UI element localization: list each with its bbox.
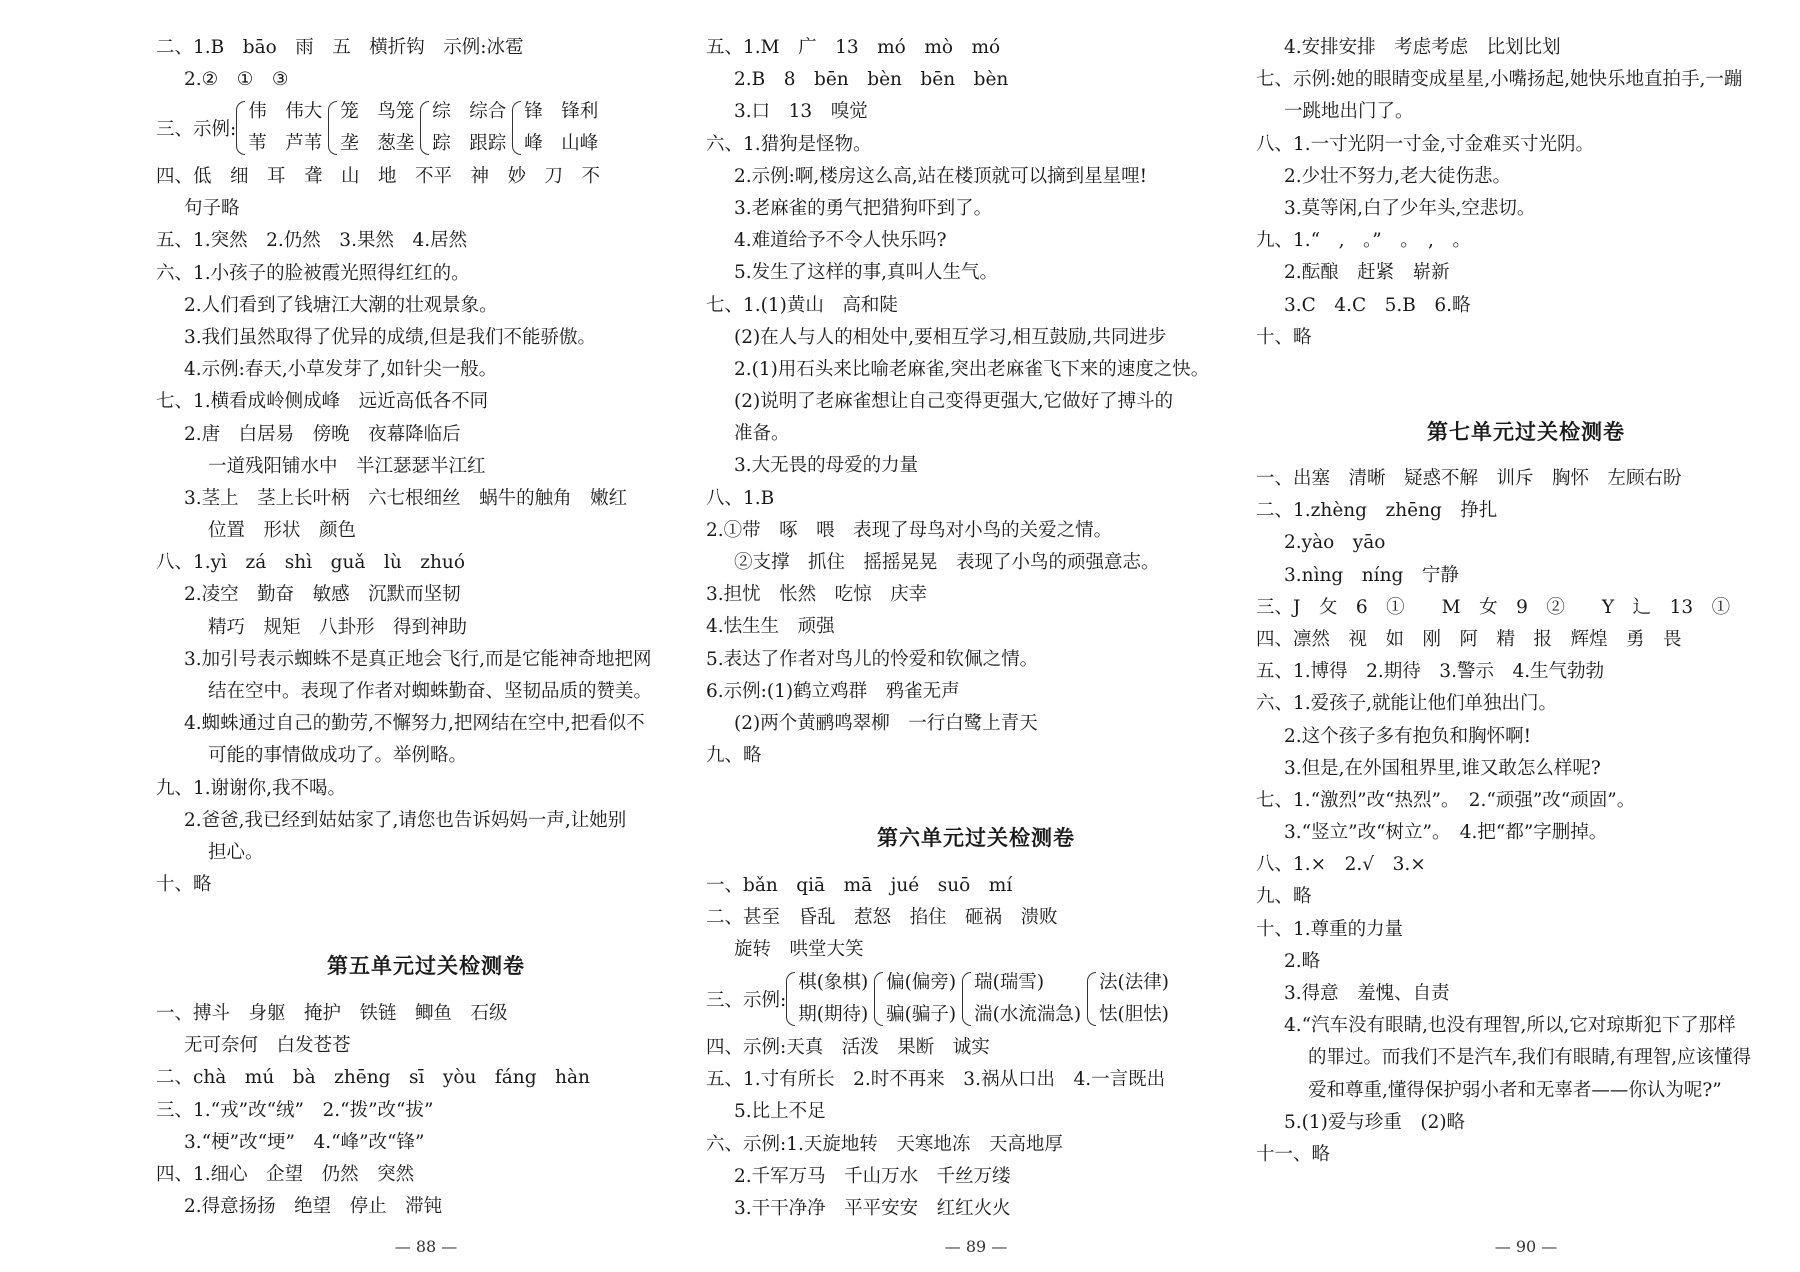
answer-line: 七、示例:她的眼睛变成星星,小嘴扬起,她快乐地直拍手,一蹦 <box>1256 69 1743 91</box>
section-heading: 第七单元过关检测卷 <box>1427 419 1625 444</box>
answer-line: 七、1.“激烈”改“热烈”。 2.“顽强”改“顽固”。 <box>1256 789 1636 811</box>
col1-heading-block <box>156 950 696 982</box>
answer-line: 三、1.“戎”改“绒” 2.“拨”改“拔” <box>156 1099 434 1121</box>
answer-line: 3.我们虽然取得了优异的成绩,但是我们不能骄傲。 <box>184 326 597 348</box>
char-pair-group <box>328 96 414 160</box>
answer-line: 二、1.zhèng zhēng 挣扎 <box>1256 500 1498 522</box>
answer-line: 2.B 8 bēn bèn bēn bèn <box>734 69 1009 91</box>
char-pair-group <box>1087 967 1169 1031</box>
answer-line: 3.“竖立”改“树立”。 4.把“都”字删掉。 <box>1284 822 1608 844</box>
char-pair-group <box>236 96 322 160</box>
answer-line: 八、1.yì zá shì guǎ lù zhuó <box>156 552 465 574</box>
section-prefix: 三、示例: <box>706 990 787 1011</box>
pair-bottom: 怯(胆怯) <box>1099 1004 1169 1025</box>
answer-line: 四、低 细 耳 聋 山 地 不平 神 妙 刀 不 <box>156 166 601 187</box>
col2-block-b <box>706 870 1246 967</box>
col1-block-c <box>156 998 696 1223</box>
answer-line: 3.老麻雀的勇气把猎狗吓到了。 <box>734 197 993 219</box>
answer-line: 3.C 4.C 5.B 6.略 <box>1284 294 1471 316</box>
answer-line: 4.怯生生 顽强 <box>706 616 835 638</box>
brace-icon <box>1087 972 1096 1026</box>
brace-row <box>706 967 1246 1031</box>
pair-top: 伟 伟大 <box>248 101 323 122</box>
answer-line: 3.但是,在外国租界里,谁又敢怎么样呢? <box>1284 757 1601 779</box>
pair-bottom: 峰 山峰 <box>524 133 599 154</box>
pair-top: 综 综合 <box>432 101 507 122</box>
answer-line: 2.这个孩子多有抱负和胸怀啊! <box>1284 725 1532 747</box>
page-number: — 88 — <box>394 1237 458 1256</box>
pair-top: 笼 鸟笼 <box>340 101 415 122</box>
answer-line: 九、略 <box>706 745 762 767</box>
answer-line: 五、1.博得 2.期待 3.警示 4.生气勃勃 <box>1256 661 1605 683</box>
answer-line: 六、1.爱孩子,就能让他们单独出门。 <box>1256 693 1558 715</box>
answer-line: 无可奈何 白发苍苍 <box>184 1035 351 1057</box>
pair-bottom: 苇 芦苇 <box>248 133 323 154</box>
pair-top: 偏(偏旁) <box>886 972 957 993</box>
answer-line: 四、凛然 视 如 刚 阿 精 报 辉煌 勇 畏 <box>1256 628 1682 650</box>
answer-line: 句子略 <box>184 198 240 220</box>
section-heading: 第五单元过关检测卷 <box>327 953 525 978</box>
answer-line: 八、1.B <box>706 487 775 509</box>
brace-icon <box>512 101 521 155</box>
answer-line: 4.示例:春天,小草发芽了,如针尖一般。 <box>184 359 498 381</box>
brace-icon <box>962 972 971 1026</box>
col2-block-a <box>706 32 1246 772</box>
col3-block-a <box>1256 32 1796 354</box>
answer-line: 2.略 <box>1284 950 1321 972</box>
answer-line: 2.爸爸,我已经到姑姑家了,请您也告诉妈妈一声,让她别 <box>184 809 627 831</box>
col1-section-3 <box>156 96 696 160</box>
answer-line: 5.(1)爱与珍重 (2)略 <box>1284 1111 1466 1133</box>
answer-line: 3.口 13 嗅觉 <box>734 101 868 123</box>
answer-line: 七、1.(1)黄山 高和陡 <box>706 294 898 316</box>
brace-icon <box>420 101 429 155</box>
answer-line: 3.大无畏的母爱的力量 <box>734 455 919 477</box>
answer-line: (2)说明了老麻雀想让自己变得更强大,它做好了搏斗的 <box>734 391 1174 413</box>
brace-icon <box>328 101 337 155</box>
answer-line: 2.①带 啄 喂 表现了母鸟对小鸟的关爱之情。 <box>706 519 1113 541</box>
brace-icon <box>236 101 245 155</box>
answer-line: 六、示例:1.天旋地转 天寒地冻 天高地厚 <box>706 1133 1063 1155</box>
answer-line: 4.蜘蛛通过自己的勤劳,不懈努力,把网结在空中,把看似不 <box>184 713 645 735</box>
answer-line: 六、1.小孩子的脸被霞光照得红红的。 <box>156 262 470 284</box>
char-pair-group <box>874 967 956 1031</box>
answer-line: 2.(1)用石头来比喻老麻雀,突出老麻雀飞下来的速度之快。 <box>734 358 1210 380</box>
answer-line: 五、1.M 广 13 mó mò mó <box>706 37 1001 58</box>
page-number: — 90 — <box>1494 1237 1558 1256</box>
char-pair-group <box>786 967 868 1031</box>
answer-line: 2.酝酿 赶紧 崭新 <box>1284 262 1450 284</box>
col3-block-b <box>1256 463 1796 1171</box>
answer-line: 四、1.细心 企望 仍然 突然 <box>156 1163 415 1185</box>
page-90 <box>1256 0 1796 1272</box>
answer-line: 七、1.横看成岭侧成峰 远近高低各不同 <box>156 391 489 413</box>
answer-line: 3.nìng níng 宁静 <box>1284 564 1459 586</box>
answer-line: (2)两个黄鹂鸣翠柳 一行白鹭上青天 <box>734 712 1038 734</box>
answer-line: 一、bǎn qiā mā jué suō mí <box>706 875 1013 896</box>
answer-line: 九、1.“ , 。” 。 , 。 <box>1256 230 1471 252</box>
page-number: — 89 — <box>944 1237 1008 1256</box>
answer-line: 5.表达了作者对鸟儿的怜爱和钦佩之情。 <box>706 648 1039 670</box>
char-pair-group <box>512 96 598 160</box>
brace-icon <box>786 972 795 1026</box>
answer-line: 2.得意扬扬 绝望 停止 滞钝 <box>184 1196 443 1218</box>
answer-line: 六、1.猎狗是怪物。 <box>706 133 872 155</box>
answer-line: 3.担忧 怅然 吃惊 庆幸 <box>706 584 928 606</box>
answer-line: 十一、略 <box>1256 1143 1331 1165</box>
char-pair-group <box>962 967 1081 1031</box>
brace-row <box>156 96 696 160</box>
answer-line: 3.干干净净 平平安安 红红火火 <box>734 1197 1011 1219</box>
answer-line: 2.千军万马 千山万水 千丝万缕 <box>734 1165 1011 1187</box>
answer-line: 十、1.尊重的力量 <box>1256 918 1404 940</box>
pair-bottom: 骗(骗子) <box>886 1004 957 1025</box>
answer-line: 担心。 <box>208 841 264 863</box>
char-pair-group <box>420 96 506 160</box>
col2-section-3 <box>706 967 1246 1031</box>
answer-line: 一、搏斗 身躯 掩护 铁链 鲫鱼 石级 <box>156 1003 508 1024</box>
pair-top: 棋(象棋) <box>798 972 869 993</box>
pair-bottom: 湍(水流湍急) <box>974 1004 1082 1025</box>
answer-line: 2.② ① ③ <box>184 69 289 91</box>
page-88 <box>156 0 696 1272</box>
answer-line: 五、1.突然 2.仍然 3.果然 4.居然 <box>156 230 468 252</box>
answer-line: 5.比上不足 <box>734 1101 826 1123</box>
pair-bottom: 期(期待) <box>798 1004 869 1025</box>
col2-heading-block <box>706 822 1246 854</box>
answer-line: 旋转 哄堂大笑 <box>734 939 864 961</box>
page-89 <box>706 0 1246 1272</box>
col3-heading-block <box>1256 416 1796 448</box>
answer-line: 位置 形状 颜色 <box>208 520 357 542</box>
answer-line: 五、1.寸有所长 2.时不再来 3.祸从口出 4.一言既出 <box>706 1069 1166 1091</box>
answer-line: 2.示例:啊,楼房这么高,站在楼顶就可以摘到星星哩! <box>734 165 1148 187</box>
answer-line: 结在空中。表现了作者对蜘蛛勤奋、坚韧品质的赞美。 <box>208 681 653 702</box>
answer-line: 2.人们看到了钱塘江大潮的壮观景象。 <box>184 294 498 316</box>
answer-line: 二、甚至 昏乱 惹怒 掐住 砸祸 溃败 <box>706 907 1058 929</box>
pair-bottom: 垄 葱垄 <box>340 133 415 154</box>
answer-line: ②支撑 抓住 摇摇晃晃 表现了小鸟的顽强意志。 <box>734 552 1160 573</box>
answer-line: 4.安排安排 考虑考虑 比划比划 <box>1284 37 1561 58</box>
answer-line: 3.“梗”改“埂” 4.“峰”改“锋” <box>184 1131 425 1153</box>
pair-top: 锋 锋利 <box>524 101 599 122</box>
answer-line: 九、略 <box>1256 886 1312 908</box>
answer-line: 5.发生了这样的事,真叫人生气。 <box>734 262 999 284</box>
answer-line: 九、1.谢谢你,我不喝。 <box>156 777 347 799</box>
col2-block-c <box>706 1032 1246 1225</box>
answer-line: 一、出塞 清晰 疑惑不解 训斥 胸怀 左顾右盼 <box>1256 468 1682 489</box>
answer-line: 4.难道给予不令人快乐吗? <box>734 230 947 252</box>
section-heading: 第六单元过关检测卷 <box>877 825 1075 850</box>
answer-line: 4.“汽车没有眼睛,也没有理智,所以,它对琼斯犯下了那样 <box>1284 1015 1736 1037</box>
answer-line: 3.莫等闲,白了少年头,空悲切。 <box>1284 197 1536 219</box>
brace-icon <box>874 972 883 1026</box>
answer-line: 3.茎上 茎上长叶柄 六七根细丝 蜗牛的触角 嫩红 <box>184 487 628 509</box>
answer-line: 2.凌空 勤奋 敏感 沉默而坚韧 <box>184 584 461 606</box>
answer-line: 2.唐 白居易 傍晚 夜幕降临后 <box>184 423 461 445</box>
answer-line: 一道残阳铺水中 半江瑟瑟半江红 <box>208 455 486 477</box>
col1-block-a <box>156 32 696 96</box>
answer-line: 2.少壮不努力,老大徒伤悲。 <box>1284 165 1512 187</box>
answer-line: 十、略 <box>156 874 212 896</box>
pair-top: 瑞(瑞雪) <box>974 972 1045 993</box>
pair-bottom: 踪 跟踪 <box>432 133 507 154</box>
answer-line: 的罪过。而我们不是汽车,我们有眼睛,有理智,应该懂得 <box>1308 1047 1752 1069</box>
answer-line: 一跳地出门了。 <box>1284 101 1414 123</box>
answer-line: 八、1.一寸光阴一寸金,寸金难买寸光阴。 <box>1256 133 1595 155</box>
answer-line: 四、示例:天真 活泼 果断 诚实 <box>706 1037 990 1058</box>
section-prefix: 三、示例: <box>156 119 237 140</box>
answer-line: 3.加引号表示蜘蛛不是真正地会飞行,而是它能神奇地把网 <box>184 648 652 670</box>
answer-line: 6.示例:(1)鹤立鸡群 鸦雀无声 <box>706 680 960 702</box>
answer-line: 准备。 <box>734 423 790 445</box>
answer-line: 3.得意 羞愧、自责 <box>1284 983 1450 1004</box>
answer-line: 三、J 攵 6 ① M 女 9 ② Y 辶 13 ① <box>1256 596 1731 618</box>
answer-line: 精巧 规矩 八卦形 得到神助 <box>208 616 468 638</box>
answer-line: 2.yào yāo <box>1284 532 1386 554</box>
answer-line: 二、1.B bāo 雨 五 横折钩 示例:冰雹 <box>156 37 524 58</box>
answer-line: 可能的事情做成功了。举例略。 <box>208 745 468 767</box>
answer-line: 二、chà mú bà zhēng sī yòu fáng hàn <box>156 1067 590 1089</box>
answer-line: (2)在人与人的相处中,要相互学习,相互鼓励,共同进步 <box>734 326 1167 348</box>
pair-top: 法(法律) <box>1099 972 1169 993</box>
col1-block-b <box>156 161 696 901</box>
answer-line: 八、1.× 2.√ 3.× <box>1256 854 1426 876</box>
answer-line: 十、略 <box>1256 326 1312 348</box>
answer-line: 爱和尊重,懂得保护弱小者和无辜者——你认为呢?” <box>1308 1079 1722 1101</box>
